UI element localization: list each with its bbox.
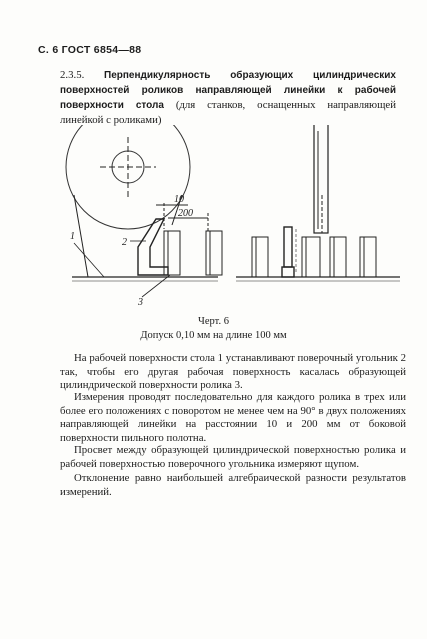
paragraph-3: Просвет между образующей цилиндрической поверхностью ролика и рабочей поверхностью поверочного угольника измеряют щупом. [60, 444, 406, 470]
paragraph-2: Измерения проводят последовательно для каждого ролика в трех или более его положениях с поворотом не менее чем на 90° в двух положениях направляющей линейки на расстоянии 10 и 200 мм от боковой поверхности пильного полотна. [60, 391, 406, 444]
paragraph-4: Отклонение равно наибольшей алгебраической разности результатов измерений. [60, 472, 406, 498]
roller-right-2 [302, 237, 320, 277]
roller-right-4 [360, 237, 376, 277]
roller-right-3 [330, 237, 346, 277]
square-tool-right [284, 227, 292, 267]
figure-diagram [60, 125, 400, 305]
section-number: 2.3.5. [60, 69, 85, 81]
roller-left-1 [164, 231, 180, 275]
roller-right-1 [252, 237, 268, 277]
saw-blade [314, 125, 328, 233]
section-subtitle: (для станков, оснащенных направляющей линейкой с роликами) [60, 99, 396, 126]
dimension-200: 200 [178, 208, 193, 219]
paragraph-1: На рабочей поверхности стола 1 устанавливают поверочный угольник 2 так, чтобы его другая рабочая поверхность касалась образующей цилиндрической поверхности ролика 3. [60, 352, 406, 392]
label-3: 3 [138, 297, 143, 305]
section-title: Перпендикулярность образующих цилиндрических поверхностей роликов направляющей линейки к рабочей поверхности стола [60, 70, 396, 111]
roller-left-2 [206, 231, 222, 275]
label-1: 1 [70, 231, 75, 242]
label-2: 2 [122, 237, 127, 248]
page-header: С. 6 ГОСТ 6854—88 [38, 44, 142, 56]
dimension-10: 10 [174, 194, 184, 205]
figure-tolerance: Допуск 0,10 мм на длине 100 мм [140, 330, 287, 341]
figure-caption: Черт. 6 [198, 316, 229, 327]
section-heading [60, 68, 396, 127]
